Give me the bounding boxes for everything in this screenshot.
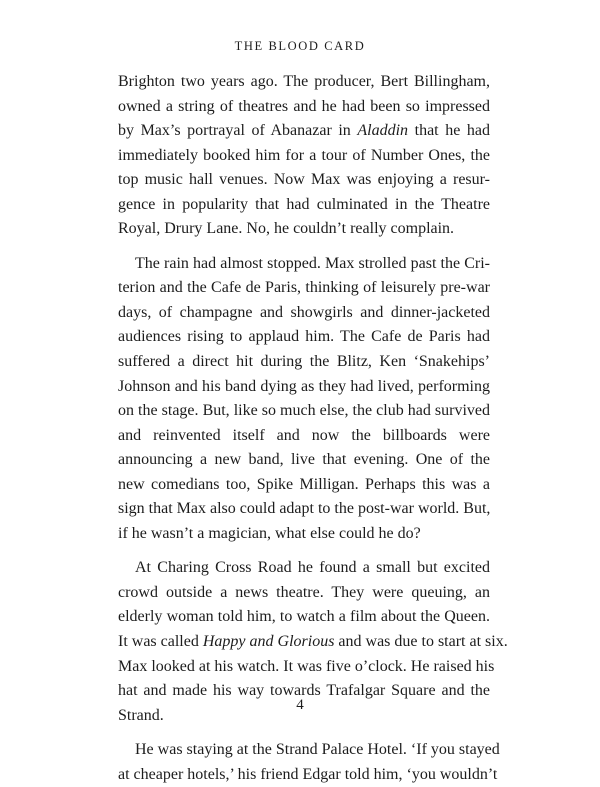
text-line: crowd outside a news theatre. They were queuing, an [118,583,490,601]
text-line [118,119,490,144]
text-line: hat and made his way towards Trafalgar Square and the [118,682,490,700]
book-title: Aladdin [357,122,409,140]
running-head: THE BLOOD CARD [234,39,366,53]
text-line: At Charing Cross Road he found a small but excited [135,559,490,577]
text-line: top music hall venues. Now Max was enjoying a resur- [118,171,490,189]
text-line: The rain had almost stopped. Max strolled past the Cri- [135,254,490,272]
body-text [118,70,508,787]
paragraph [118,738,500,787]
text-line: Max looked at his watch. It was five o’clock. He raised his [118,657,495,675]
text-line: suffered a direct hit during the Blitz, Ken ‘Snakehips’ [118,353,490,371]
text-line: on the stage. But, like so much else, the club had survived [118,402,490,420]
text-line: sign that Max also could adapt to the post-war world. But, [118,500,491,518]
text-line: terion and the Cafe de Paris, thinking of leisurely pre-war [118,279,490,297]
text-line: immediately booked him for a tour of Number Ones, the [118,146,490,164]
text-line: Royal, Drury Lane. No, he couldn’t really complain. [118,220,455,238]
paragraph [118,252,490,547]
text-run: It was called [118,633,203,651]
text-run: by Max’s portrayal of Abanazar in [118,122,358,140]
text-line [118,630,508,655]
text-run: and was due to start at six. [334,633,508,651]
text-line: Johnson and his band dying as they had lived, performing [118,377,490,395]
text-line: at cheaper hotels,’ his friend Edgar told him, ‘you wouldn’t [118,765,498,783]
paragraph [118,70,490,242]
text-line: announcing a new band, live that evening. One of the [118,451,490,469]
text-line: days, of champagne and showgirls and dinner-jacketed [118,303,490,321]
text-line: new comedians too, Spike Milligan. Perhaps this was a [118,475,490,493]
text-line: gence in popularity that had culminated in the Theatre [118,195,490,213]
text-line: He was staying at the Strand Palace Hotel. ‘If you stayed [135,741,500,759]
text-line: owned a string of theatres and he had been so impressed [118,97,490,115]
text-line: Brighton two years ago. The producer, Bert Billingham, [118,73,490,90]
text-line: Strand. [118,706,164,724]
text-line: if he wasn’t a magician, what else could he do? [118,524,421,542]
page-number: 4 [296,697,304,713]
text-line: elderly woman told him, to watch a film about the Queen. [118,608,490,626]
text-run: that he had [408,122,490,140]
text-line: audiences rising to applaud him. The Cafe de Paris had [118,328,490,346]
film-title: Happy and Glorious [202,633,335,651]
text-line: and reinvented itself and now the billboards were [118,426,490,444]
